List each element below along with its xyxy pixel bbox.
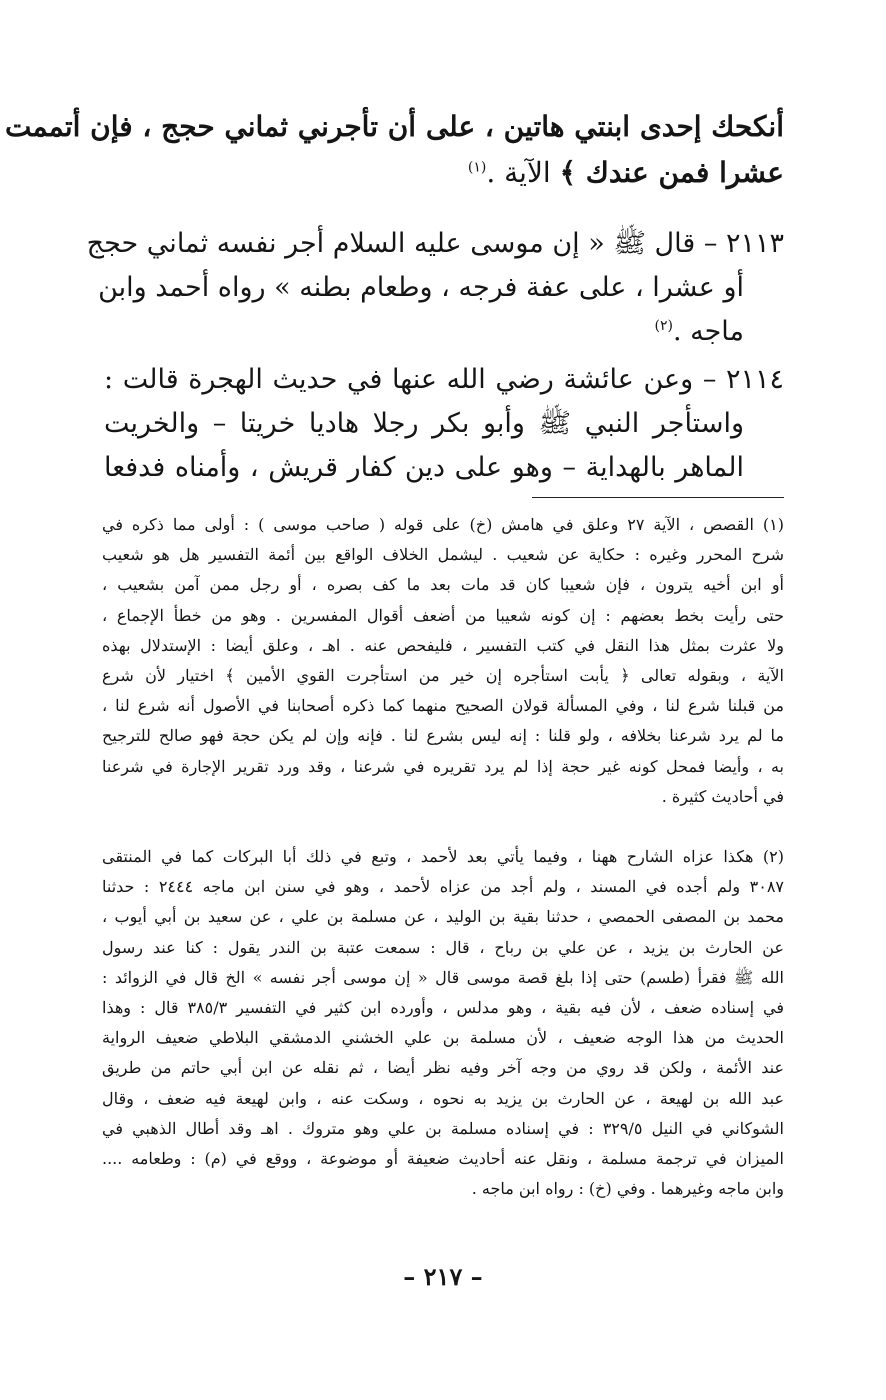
- hadith-2113-line-1: [86, 222, 784, 266]
- hadith-2114-line-1: [104, 358, 784, 402]
- footnote-line: ما لم يرد شرعنا بخلافه ، ولو قلنا : إنه ليس بشرع لنا . فإنه وإن لم يكن حجة فهو صالح للترجيح: [102, 726, 784, 746]
- hadith-2113-line-3: [104, 310, 784, 354]
- footnote-line: به ، وأيضا فمحل كونه غير حجة إذا لم يرد تقريره في شرعنا ، وقد ورد تقرير الإجارة في شرعنا: [102, 756, 784, 776]
- page-number: – ٢١٧ –: [403, 1262, 483, 1291]
- footnote-separator: [532, 497, 784, 498]
- footnote-line: شرح المحرر وغيره : حكاية عن شعيب . ليشمل الخلاف الواقع بين أئمة التفسير هل هو شعيب: [102, 545, 784, 565]
- footnote-line: حتى رأيت بخط بعضهم : إن كونه شعيبا من أضعف أقوال المفسرين . وهو من خطأ الإجماع ،: [102, 605, 785, 625]
- hadith-number: ٢١١٤: [725, 364, 784, 395]
- footnote-line: الشوكاني في النيل ٣٢٩/٥ : في إسناده مسلمة بن علي وهو متروك . اهـ وقد أطال الذهبي في: [102, 1118, 785, 1138]
- footnote-line: ٣٠٨٧ ولم أجده في المسند ، ولم أجد من عزاه لأحمد ، وهو في سنن ابن ماجه ٢٤٤٤ : حدثنا: [102, 877, 784, 897]
- footnote-ref-2: (٢): [654, 318, 673, 334]
- verse-block: [4, 104, 784, 196]
- footnote-line: محمد بن المصفى الحمصي ، حدثنا بقية بن الوليد ، عن مسلمة بن علي ، عن سعيد بن أبي أيوب ،: [102, 907, 784, 927]
- hadith-2114-line-3: الماهر بالهداية – وهو على دين كفار قريش ، وأمناه فدفعا: [104, 452, 744, 483]
- footnote-line: عبد الله بن لهيعة ، عن الحارث بن يزيد به نحوه ، وسكت عنه ، وابن لهيعة فيه ضعف ، وقال: [102, 1088, 784, 1108]
- hadith-2113-line-2: أو عشرا ، على عفة فرجه ، وطعام بطنه » رواه أحمد وابن: [98, 272, 744, 303]
- hadith-2114-line-2: واستأجر النبي ﷺ وأبو بكر رجلا هاديا خريتا – والخريت: [104, 408, 744, 439]
- hadith-2113: [86, 222, 784, 354]
- footnote-line: من قبلنا شرع لنا ، وفي المسألة قولان الصحيح منهما كما ذكره أصحابنا في الأصول أنه شرع لنا ،: [102, 696, 784, 716]
- verse-line-2: [104, 150, 784, 196]
- footnote-line: الآية ، وبقوله تعالى ﴿ يأبت استأجره إن خير من استأجرت القوي الأمين ﴾ اختيار لأن شرع: [102, 665, 784, 685]
- verse-line-1: أنكحك إحدى ابنتي هاتين ، على أن تأجرني ثماني حجج ، فإن أتممت: [4, 110, 784, 143]
- footnote-line: (١) القصص ، الآية ٢٧ وعلق في هامش (خ) على قوله ( صاحب موسى ) : أولى مما ذكره في: [102, 515, 784, 534]
- hadith-text: – وعن عائشة رضي الله عنها في حديث الهجرة قالت :: [104, 364, 717, 395]
- footnote-line: أو ابن أخيه يترون ، فإن شعيبا كان قد مات بعد ما كف بصره ، أو رجل ممن آمن بشعيب ،: [102, 575, 784, 595]
- verse-line-2-bold: عشرا فمن عندك ﴾: [559, 156, 784, 189]
- footnote-2: [102, 842, 784, 1204]
- hadith-text: – قال ﷺ « إن موسى عليه السلام أجر نفسه ثماني حجج: [86, 228, 718, 259]
- verse-line-2-rest: الآية .: [486, 156, 560, 189]
- footnote-line: وابن ماجه وغيرهما . وفي (خ) : رواه ابن ماجه .: [471, 1179, 784, 1199]
- footnote-line: الله ﷺ فقرأ (طسم) حتى إذا بلغ قصة موسى قال « إن موسى أجر نفسه » الخ قال في الزوائد :: [102, 967, 784, 987]
- footnote-line: عند الأئمة ، ولكن قد روي من وجه آخر وفيه نظر أيضا ، ثم نقله عن ابن أبي حاتم من طريق: [102, 1058, 784, 1078]
- footnote-line: في إسناده ضعف ، لأن فيه بقية ، وهو مدلس ، وأورده ابن كثير في التفسير ٣٨٥/٣ قال : وهذا: [102, 997, 784, 1017]
- footnote-ref-1: (١): [467, 159, 487, 176]
- hadith-2114: [104, 358, 784, 490]
- footnote-line: ولا عثرت بمثل هذا النقل في كتب التفسير ، فليفحص عنه . اهـ ، وعلق أيضا : الإستدلال بهذه: [102, 635, 784, 655]
- footnote-1: [102, 510, 784, 812]
- hadith-text: ماجه .: [672, 316, 744, 347]
- footnote-line: الحديث من هذا الوجه ضعيف ، لأن مسلمة بن علي الخشني الدمشقي البلاطي ضعيف الرواية: [102, 1028, 784, 1048]
- footnote-line: في أحاديث كثيرة .: [661, 786, 784, 806]
- footnote-line: عن الحارث بن يزيد ، عن علي بن رباح ، قال : سمعت عتبة بن الندر يقول : كنا عند رسول: [102, 937, 784, 957]
- hadith-number: ٢١١٣: [725, 228, 784, 259]
- footnote-line: الميزان في ترجمة مسلمة ، ونقل عنه أحاديث ضعيفة أو موضوعة ، ووقع في (م) : وطعامه ....: [102, 1148, 784, 1168]
- footnote-line: (٢) هكذا عزاه الشارح ههنا ، وفيما يأتي بعد لأحمد ، وتبع في ذلك أبا البركات كما في المنتقى: [102, 847, 784, 866]
